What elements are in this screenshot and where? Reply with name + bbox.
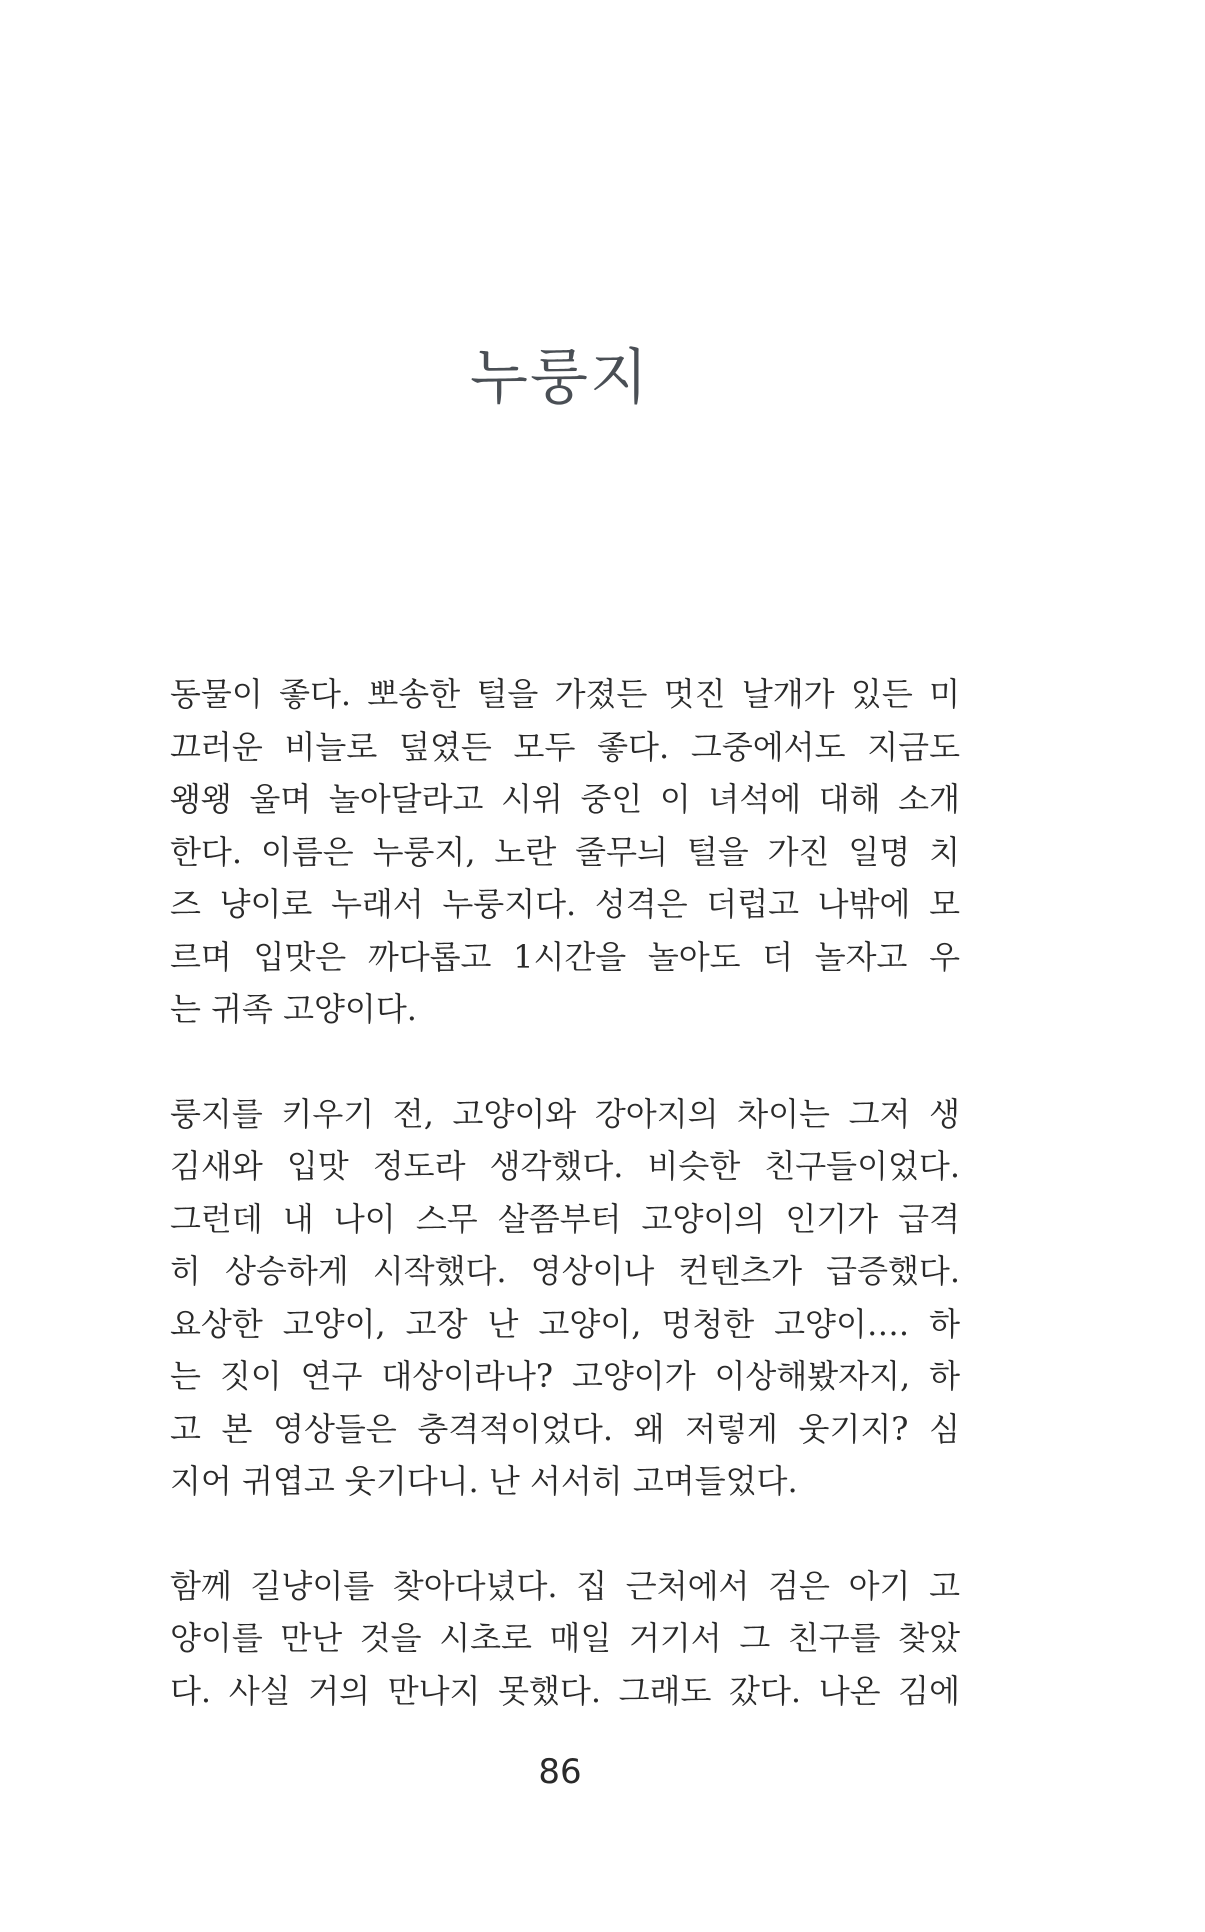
text-line: 김새와 입맛 정도라 생각했다. 비슷한 친구들이었다. [170,1147,960,1185]
text-line: 즈 냥이로 누래서 누룽지다. 성격은 더럽고 나밖에 모 [170,885,960,923]
text-line: 함께 길냥이를 찾아다녔다. 집 근처에서 검은 아기 고 [170,1566,960,1605]
text-line: 는 귀족 고양이다. [170,990,417,1028]
paragraph-3 [170,1560,960,1718]
chapter-title: 누룽지 [470,343,650,413]
text-line: 는 짓이 연구 대상이라나? 고양이가 이상해봤자지, 하 [170,1357,960,1395]
text-line: 요상한 고양이, 고장 난 고양이, 멍청한 고양이…. 하 [170,1304,960,1343]
text-line: 르며 입맛은 까다롭고 1시간을 놀아도 더 놀자고 우 [170,937,960,976]
body-text [170,668,960,1769]
text-line: 한다. 이름은 누룽지, 노란 줄무늬 털을 가진 일명 치 [170,832,960,871]
text-line: 동물이 좋다. 뽀송한 털을 가졌든 멋진 날개가 있든 미 [170,675,960,713]
paragraph-2 [170,1088,960,1508]
paragraph-1 [170,668,960,1036]
text-line: 룽지를 키우기 전, 고양이와 강아지의 차이는 그저 생 [170,1094,960,1133]
text-line: 다. 사실 거의 만나지 못했다. 그래도 갔다. 나온 김에 [170,1671,960,1710]
text-line: 양이를 만난 것을 시초로 매일 거기서 그 친구를 찾았 [170,1619,960,1657]
text-line: 지어 귀엽고 웃기다니. 난 서서히 고며들었다. [170,1462,798,1500]
text-line: 고 본 영상들은 충격적이었다. 왜 저렇게 웃기지? 심 [170,1409,960,1448]
text-line: 왱왱 울며 놀아달라고 시위 중인 이 녀석에 대해 소개 [170,780,960,818]
text-line: 히 상승하게 시작했다. 영상이나 컨텐츠가 급증했다. [170,1252,960,1290]
text-line: 그런데 내 나이 스무 살쯤부터 고양이의 인기가 급격 [170,1199,960,1238]
text-line: 끄러운 비늘로 덮였든 모두 좋다. 그중에서도 지금도 [170,727,960,766]
page-number: 86 [538,1752,582,1792]
